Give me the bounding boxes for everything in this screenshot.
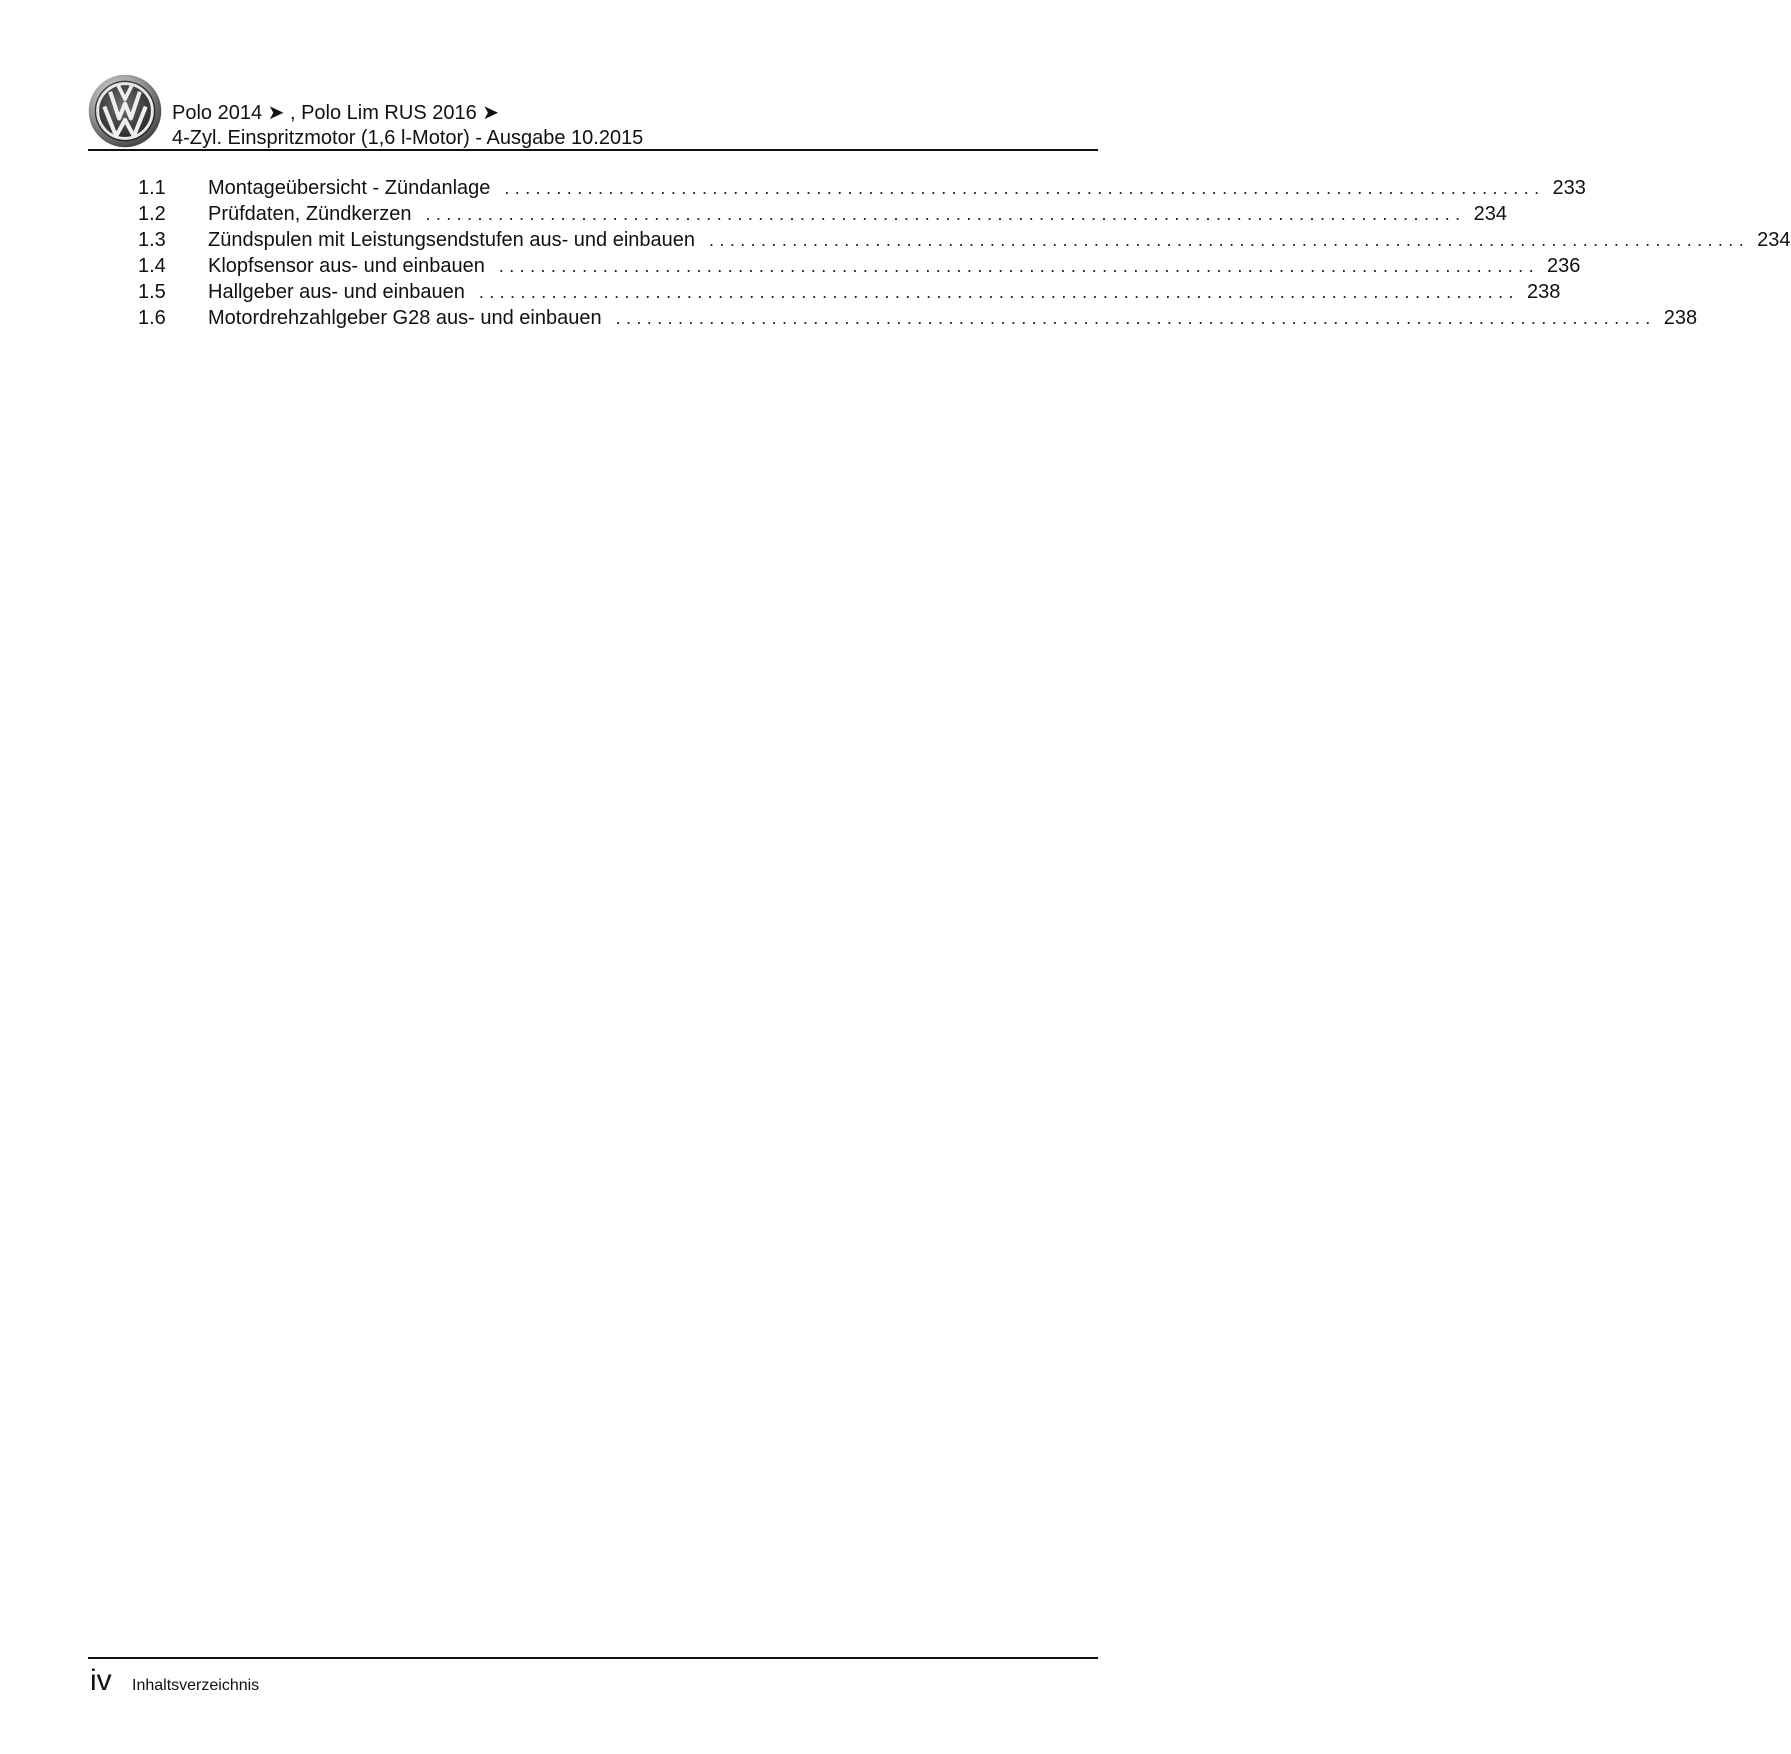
toc-entry-number: 1.4	[138, 255, 166, 277]
header-title: Polo 2014 ➤ , Polo Lim RUS 2016 ➤	[172, 102, 500, 124]
toc-entry-title: Motordrehzahlgeber G28 aus- und einbauen	[208, 307, 602, 329]
toc-entry-1-5[interactable]	[138, 279, 1561, 305]
toc-entry-title: Prüfdaten, Zündkerzen	[208, 203, 412, 225]
toc-entry-number: 1.1	[138, 177, 166, 199]
toc-entry-title: Hallgeber aus- und einbauen	[208, 281, 465, 303]
footer-section-label: Inhaltsverzeichnis	[132, 1677, 260, 1694]
table-of-contents	[138, 175, 1791, 331]
toc-entry-1-2[interactable]	[138, 201, 1507, 227]
toc-entry-number: 1.5	[138, 281, 166, 303]
toc-entry-1-4[interactable]	[138, 253, 1581, 279]
toc-leader-dots: ....................................................................................................	[504, 178, 1545, 198]
toc-entry-1-1[interactable]	[138, 175, 1586, 201]
toc-leader-dots: ....................................................................................................	[425, 204, 1466, 224]
vw-logo-icon	[88, 74, 162, 148]
toc-entry-page: 238	[1663, 307, 1698, 329]
header-divider	[88, 149, 1098, 151]
toc-entry-title: Klopfsensor aus- und einbauen	[208, 255, 485, 277]
toc-entry-page: 236	[1546, 255, 1581, 277]
toc-entry-page: 238	[1526, 281, 1561, 303]
toc-entry-number: 1.3	[138, 229, 166, 251]
toc-entry-number: 1.6	[138, 307, 166, 329]
toc-entry-page: 234	[1757, 229, 1791, 251]
toc-leader-dots: ....................................................................................................	[615, 308, 1656, 328]
toc-entry-1-6[interactable]	[138, 305, 1698, 331]
toc-entry-title: Zündspulen mit Leistungsendstufen aus- und einbauen	[208, 229, 696, 251]
toc-entry-title: Montageübersicht - Zündanlage	[208, 177, 491, 199]
toc-leader-dots: ....................................................................................................	[498, 256, 1539, 276]
toc-entry-number: 1.2	[138, 203, 166, 225]
toc-entry-page: 234	[1473, 203, 1507, 225]
header-subtitle: 4-Zyl. Einspritzmotor (1,6 l-Motor) - Ausgabe 10.2015	[172, 127, 644, 149]
toc-leader-dots: ....................................................................................................	[709, 230, 1750, 250]
footer-divider	[88, 1657, 1098, 1659]
toc-leader-dots: ....................................................................................................	[478, 282, 1519, 302]
footer-page-number: iv	[90, 1664, 112, 1697]
toc-entry-1-3[interactable]	[138, 227, 1791, 253]
toc-entry-page: 233	[1552, 177, 1586, 199]
